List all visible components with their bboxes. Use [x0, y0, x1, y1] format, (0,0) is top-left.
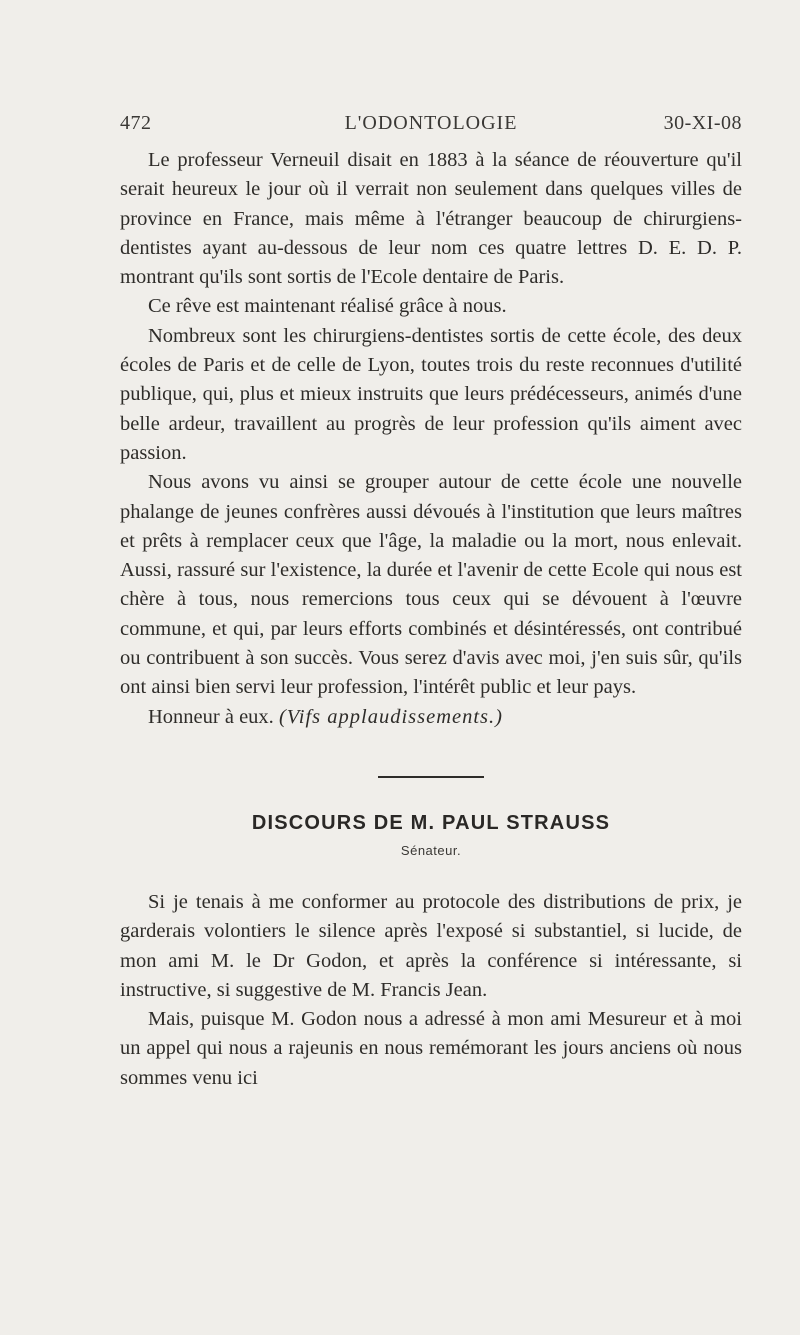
paragraph-graduates: Nombreux sont les chirurgiens-dentistes sortis de cette école, des deux écoles de Paris et de celle de Lyon, toutes trois du reste reconnues d'utilité publique, qui, plus et mieux instruits que leurs prédécesseurs, animés d'une belle ardeur, travaillent au progrès de leur profession qu'ils aiment avec passion. [120, 324, 742, 464]
page-number: 472 [120, 112, 152, 134]
paragraph-dream-realized: Ce rêve est maintenant réalisé grâce à nous. [148, 295, 507, 318]
speech-paragraph-2: Mais, puisque M. Godon nous a adressé à mon ami Mesureur et à moi un appel qui nous a rajeunis en nous remémorant les jours anciens où nous sommes venu ici [120, 1008, 742, 1089]
section-title: DISCOURS DE M. PAUL STRAUSS [251, 811, 611, 834]
applause-note: (Vifs applaudissements.) [278, 705, 503, 728]
document-page [120, 112, 742, 1093]
running-header [120, 112, 742, 146]
paragraph-new-generation: Nous avons vu ainsi se grouper autour de cette école une nouvelle phalange de jeunes confrères aussi dévoués à l'institution que leurs maîtres et prêts à remplacer ceux que l'âge, la maladie ou la mort, nous enlevait. Aussi, rassuré sur l'existence, la durée et l'avenir de cette Ecole qui nous est chère à tous, nous remercions tous ceux qui se dévouent à l'œuvre commune, et qui, par leurs efforts combinés et désintéressés, ont contribué ou contribuent à son succès. Vous serez d'avis avec moi, j'en suis sûr, qu'ils ont ainsi bien servi leur profession, l'intérêt public et leur pays. [120, 471, 742, 699]
section-subtitle: Sénateur. [400, 842, 462, 858]
speech-paragraph-1: Si je tenais à me conformer au protocole des distributions de prix, je garderais volontiers le silence après l'exposé si substantiel, si lucide, de mon ami M. le Dr Godon, et après la conférence si intéressante, si instructive, si suggestive de M. Francis Jean. [120, 890, 742, 1001]
paragraph-verneuil: Le professeur Verneuil disait en 1883 à la séance de réouverture qu'il serait heureux le jour où il verrait non seulement dans quelques villes de province en France, mais même à l'étranger beaucoup de chirurgiens-dentistes ayant au-dessous de leur nom ces quatre lettres D. E. D. P. montrant qu'ils sont sortis de l'Ecole dentaire de Paris. [120, 149, 742, 289]
article-body [120, 146, 742, 732]
journal-title: L'ODONTOLOGIE [344, 112, 518, 134]
speech-body [120, 888, 742, 1093]
paragraph-closing [120, 703, 742, 732]
issue-date: 30-XI-08 [663, 112, 742, 134]
closing-text: Honneur à eux. [148, 705, 274, 728]
section-divider [378, 776, 484, 778]
